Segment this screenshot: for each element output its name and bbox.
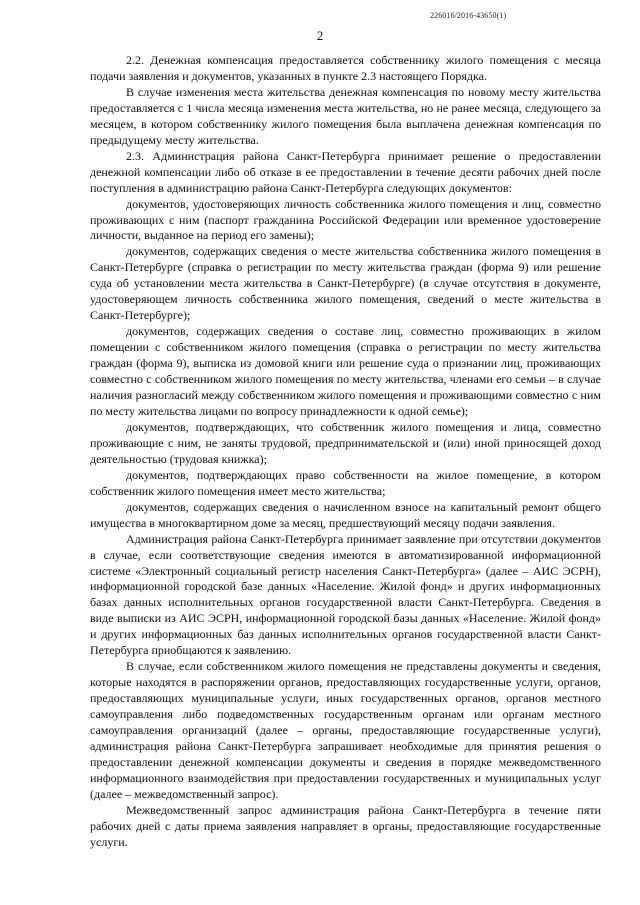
document-body bbox=[90, 53, 601, 851]
paragraph-2-2: 2.2. Денежная компенсация предоставляется собственнику жилого помещения с месяца подачи заявления и документов, указанных в пункте 2.3 настоящего Порядка. bbox=[90, 53, 601, 83]
paragraph-2-3: 2.3. Администрация района Санкт-Петербурга принимает решение о предоставлении денежной компенсации либо об отказе в ее предоставлении в течение десяти рабочих дней после поступления в администрацию района Санкт-Петербурга следующих документов: bbox=[90, 148, 601, 195]
page-number: 2 bbox=[316, 28, 324, 43]
list-item-cohabitants-documents: документов, содержащих сведения о составе лиц, совместно проживающих в жилом помещении с собственником жилого помещения (справка о регистрации по месту жительства граждан (форма 9), выписка из домовой книги или решение суда о признании лиц, проживающих совместно с собственником жилого помещения по месту жительства, членами его семьи – в случае наличия разногласий между собственником жилого помещения и проживающими совместно с ним по месту жительства лицами по вопросу принадлежности к одной семье); bbox=[90, 324, 601, 418]
list-item-residence-documents: документов, содержащих сведения о месте жительства собственника жилого помещения в Санкт-Петербурге (справка о регистрации по месту жительства граждан (форма 9) или решение суда об установлении места жительства в Санкт-Петербурге) (в случае отсутствия в документе, удостоверяющем личность собственника жилого помещения, сведений о месте жительства в Санкт-Петербурге); bbox=[90, 244, 601, 323]
paragraph-residence-change: В случае изменения места жительства денежная компенсация по новому месту жительства предоставляется с 1 числа месяца изменения места жительства, но не ранее месяца, следующего за месяцем, в котором собственнику жилого помещения была выплачена денежная компенсация по предыдущему месту жительства. bbox=[90, 84, 601, 147]
list-item-identity-documents: документов, удостоверяющих личность собственника жилого помещения и лиц, совместно проживающих с ним (паспорт гражданина Российской Федерации или временное удостоверение личности, выданное на период его замены); bbox=[90, 196, 601, 243]
list-item-ownership-documents: документов, подтверждающих право собственности на жилое помещение, в котором собственник жилого помещения имеет место жительства; bbox=[90, 467, 601, 498]
document-registration-number: 226016/2016-43650(1) bbox=[430, 11, 507, 20]
list-item-employment-documents: документов, подтверждающих, что собственник жилого помещения и лица, совместно проживающие с ним, не заняты трудовой, предпринимательской и (или) иной приносящей доход деятельностью (трудовая книжка); bbox=[90, 419, 601, 466]
paragraph-interagency-request: В случае, если собственником жилого помещения не представлены документы и сведения, которые находятся в распоряжении органов, предоставляющих государственные услуги, органов, предоставляющих муниципальные услуги, иных государственных органов, органов местного самоуправления либо подведомственных государственным органам или органам местного самоуправления организаций (далее – органы, предоставляющие государственные услуги), администрация района Санкт-Петербурга запрашивает необходимые для принятия решения о предоставлении денежной компенсации документы и сведения в порядке межведомственного информационного взаимодействия при предоставлении государственных и муниципальных услуг (далее – межведомственный запрос). bbox=[90, 659, 601, 801]
paragraph-aisesrn: Администрация района Санкт-Петербурга принимает заявление при отсутствии документов в случае, если соответствующие сведения имеются в автоматизированной информационной системе «Электронный социальный регистр населения Санкт-Петербурга» (далее – АИС ЭСРН), информационной городской базе данных «Население. Жилой фонд» и других информационных базах данных исполнительных органов государственной власти Санкт-Петербурга. Сведения в виде выписки из АИС ЭСРН, информационной городской базы данных «Население. Жилой фонд» и других информационных баз данных исполнительных органов государственной власти Санкт-Петербурга приобщаются к заявлению. bbox=[90, 531, 601, 658]
list-item-repair-fee-documents: документов, содержащих сведения о начисленном взносе на капитальный ремонт общего имущества в многоквартирном доме за месяц, предшествующий месяцу подачи заявления. bbox=[90, 499, 601, 530]
paragraph-request-deadline: Межведомственный запрос администрация района Санкт-Петербурга в течение пяти рабочих дней с даты приема заявления направляет в органы, предоставляющие государственные услуги. bbox=[90, 802, 601, 849]
